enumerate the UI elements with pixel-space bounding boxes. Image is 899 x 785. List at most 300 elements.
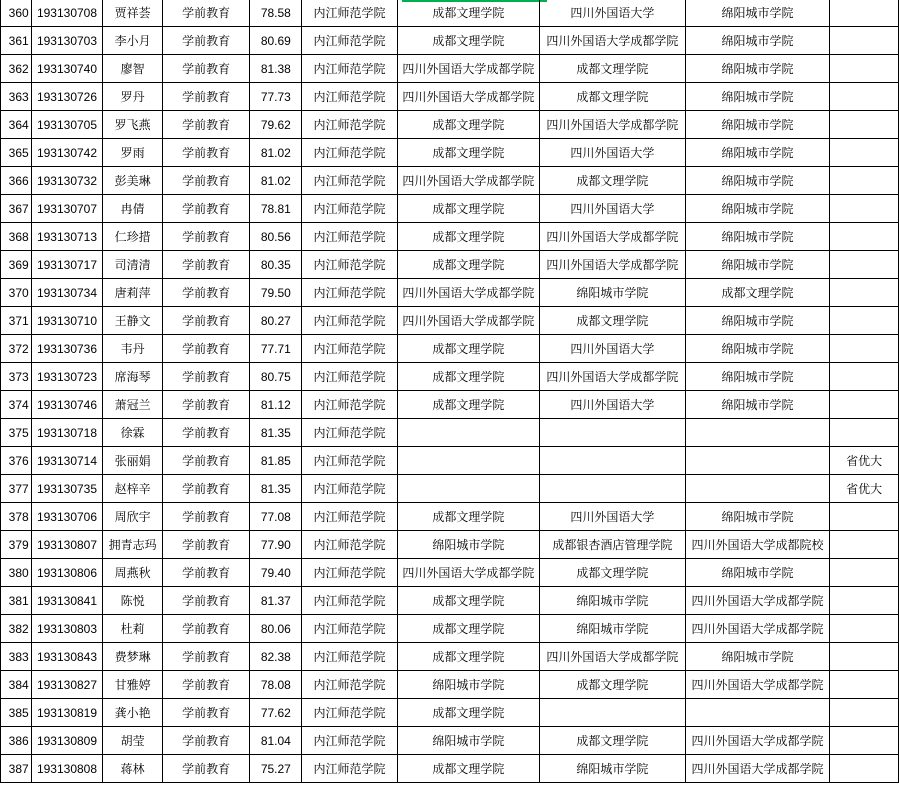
student-id-cell[interactable]: 193130726 [31, 83, 103, 111]
choice-1-cell[interactable]: 内江师范学院 [302, 27, 397, 55]
choice-3-cell[interactable]: 绵阳城市学院 [540, 615, 686, 643]
major-cell[interactable]: 学前教育 [162, 727, 249, 755]
score-cell[interactable]: 79.62 [250, 111, 302, 139]
choice-3-cell[interactable]: 成都文理学院 [540, 167, 686, 195]
choice-4-cell[interactable]: 绵阳城市学院 [685, 111, 830, 139]
row-number-cell[interactable]: 368 [1, 223, 32, 251]
choice-3-cell[interactable]: 成都文理学院 [540, 727, 686, 755]
choice-3-cell[interactable]: 四川外国语大学成都学院 [540, 223, 686, 251]
score-cell[interactable]: 81.12 [250, 391, 302, 419]
score-cell[interactable]: 77.71 [250, 335, 302, 363]
choice-4-cell[interactable]: 成都文理学院 [685, 279, 830, 307]
row-number-cell[interactable]: 360 [1, 0, 32, 27]
score-cell[interactable]: 81.02 [250, 139, 302, 167]
choice-2-cell[interactable]: 四川外国语大学成都学院 [397, 307, 540, 335]
score-cell[interactable]: 78.08 [250, 671, 302, 699]
note-cell[interactable] [830, 419, 899, 447]
table-row [1, 643, 899, 671]
note-cell[interactable] [830, 671, 899, 699]
choice-1-cell[interactable]: 内江师范学院 [302, 83, 397, 111]
student-name-cell[interactable]: 仁珍措 [103, 223, 163, 251]
choice-4-cell[interactable] [685, 475, 830, 503]
major-cell[interactable]: 学前教育 [162, 503, 249, 531]
major-cell[interactable]: 学前教育 [162, 167, 249, 195]
student-name-cell[interactable]: 赵梓辛 [103, 475, 163, 503]
row-number-cell[interactable]: 383 [1, 643, 32, 671]
score-cell[interactable]: 81.85 [250, 447, 302, 475]
major-cell[interactable]: 学前教育 [162, 671, 249, 699]
student-id-cell[interactable]: 193130714 [31, 447, 103, 475]
choice-1-cell[interactable]: 内江师范学院 [302, 559, 397, 587]
row-number-cell[interactable]: 371 [1, 307, 32, 335]
choice-3-cell[interactable]: 成都银杏酒店管理学院 [540, 531, 686, 559]
student-name-cell[interactable]: 韦丹 [103, 335, 163, 363]
choice-3-cell[interactable]: 四川外国语大学 [540, 195, 686, 223]
score-cell[interactable]: 77.62 [250, 699, 302, 727]
choice-4-cell[interactable]: 绵阳城市学院 [685, 195, 830, 223]
major-cell[interactable]: 学前教育 [162, 419, 249, 447]
choice-3-cell[interactable]: 成都文理学院 [540, 55, 686, 83]
table-row [1, 167, 899, 195]
student-id-cell[interactable]: 193130706 [31, 503, 103, 531]
student-id-cell[interactable]: 193130713 [31, 223, 103, 251]
choice-1-cell[interactable]: 内江师范学院 [302, 279, 397, 307]
note-cell[interactable]: 省优大 [830, 447, 899, 475]
choice-4-cell[interactable]: 绵阳城市学院 [685, 0, 830, 27]
note-cell[interactable]: 省优大 [830, 475, 899, 503]
student-name-cell[interactable]: 罗雨 [103, 139, 163, 167]
major-cell[interactable]: 学前教育 [162, 363, 249, 391]
score-cell[interactable]: 81.35 [250, 475, 302, 503]
choice-2-cell[interactable] [397, 447, 540, 475]
choice-4-cell[interactable]: 四川外国语大学成都学院 [685, 755, 830, 783]
student-id-cell[interactable]: 193130808 [31, 755, 103, 783]
score-cell[interactable]: 78.58 [250, 0, 302, 27]
student-id-cell[interactable]: 193130705 [31, 111, 103, 139]
choice-4-cell[interactable]: 绵阳城市学院 [685, 391, 830, 419]
student-name-cell[interactable]: 贾祥荟 [103, 0, 163, 27]
choice-4-cell[interactable]: 绵阳城市学院 [685, 559, 830, 587]
choice-3-cell[interactable]: 成都文理学院 [540, 83, 686, 111]
choice-2-cell[interactable]: 成都文理学院 [397, 503, 540, 531]
major-cell[interactable]: 学前教育 [162, 531, 249, 559]
table-row [1, 223, 899, 251]
choice-1-cell[interactable]: 内江师范学院 [302, 55, 397, 83]
row-number-cell[interactable]: 366 [1, 167, 32, 195]
choice-2-cell[interactable]: 四川外国语大学成都学院 [397, 279, 540, 307]
note-cell[interactable] [830, 195, 899, 223]
student-id-cell[interactable]: 193130703 [31, 27, 103, 55]
note-cell[interactable] [830, 307, 899, 335]
row-number-cell[interactable]: 367 [1, 195, 32, 223]
row-number-cell[interactable]: 364 [1, 111, 32, 139]
choice-3-cell[interactable]: 四川外国语大学 [540, 335, 686, 363]
choice-2-cell[interactable]: 成都文理学院 [397, 643, 540, 671]
note-cell[interactable] [830, 587, 899, 615]
table-row [1, 363, 899, 391]
score-cell[interactable]: 78.81 [250, 195, 302, 223]
score-cell[interactable]: 77.90 [250, 531, 302, 559]
student-name-cell[interactable]: 罗飞燕 [103, 111, 163, 139]
student-name-cell[interactable]: 费梦琳 [103, 643, 163, 671]
score-cell[interactable]: 77.08 [250, 503, 302, 531]
student-name-cell[interactable]: 廖智 [103, 55, 163, 83]
major-cell[interactable]: 学前教育 [162, 475, 249, 503]
student-name-cell[interactable]: 萧冠兰 [103, 391, 163, 419]
score-cell[interactable]: 81.35 [250, 419, 302, 447]
major-cell[interactable]: 学前教育 [162, 587, 249, 615]
choice-2-cell[interactable]: 成都文理学院 [397, 755, 540, 783]
choice-2-cell[interactable]: 成都文理学院 [397, 699, 540, 727]
student-id-cell[interactable]: 193130740 [31, 55, 103, 83]
choice-4-cell[interactable]: 绵阳城市学院 [685, 139, 830, 167]
choice-2-cell[interactable]: 成都文理学院 [397, 139, 540, 167]
major-cell[interactable]: 学前教育 [162, 615, 249, 643]
row-number-cell[interactable]: 386 [1, 727, 32, 755]
choice-1-cell[interactable]: 内江师范学院 [302, 615, 397, 643]
table-row [1, 335, 899, 363]
choice-3-cell[interactable]: 绵阳城市学院 [540, 279, 686, 307]
major-cell[interactable]: 学前教育 [162, 447, 249, 475]
choice-3-cell[interactable]: 四川外国语大学成都学院 [540, 251, 686, 279]
note-cell[interactable] [830, 755, 899, 783]
choice-4-cell[interactable] [685, 699, 830, 727]
table-row [1, 111, 899, 139]
student-id-cell[interactable]: 193130827 [31, 671, 103, 699]
choice-3-cell[interactable]: 绵阳城市学院 [540, 587, 686, 615]
major-cell[interactable]: 学前教育 [162, 335, 249, 363]
student-id-cell[interactable]: 193130742 [31, 139, 103, 167]
choice-4-cell[interactable]: 四川外国语大学成都学院 [685, 671, 830, 699]
choice-2-cell[interactable]: 成都文理学院 [397, 615, 540, 643]
choice-3-cell[interactable]: 四川外国语大学 [540, 0, 686, 27]
row-number-cell[interactable]: 365 [1, 139, 32, 167]
note-cell[interactable] [830, 167, 899, 195]
choice-4-cell[interactable]: 绵阳城市学院 [685, 251, 830, 279]
choice-1-cell[interactable]: 内江师范学院 [302, 419, 397, 447]
student-id-cell[interactable]: 193130746 [31, 391, 103, 419]
note-cell[interactable] [830, 643, 899, 671]
row-number-cell[interactable]: 363 [1, 83, 32, 111]
choice-4-cell[interactable] [685, 419, 830, 447]
choice-1-cell[interactable]: 内江师范学院 [302, 531, 397, 559]
table-row [1, 447, 899, 475]
choice-3-cell[interactable]: 成都文理学院 [540, 671, 686, 699]
major-cell[interactable]: 学前教育 [162, 223, 249, 251]
row-number-cell[interactable]: 382 [1, 615, 32, 643]
choice-1-cell[interactable]: 内江师范学院 [302, 755, 397, 783]
major-cell[interactable]: 学前教育 [162, 195, 249, 223]
choice-1-cell[interactable]: 内江师范学院 [302, 335, 397, 363]
note-cell[interactable] [830, 223, 899, 251]
choice-3-cell[interactable]: 四川外国语大学成都学院 [540, 643, 686, 671]
table-row [1, 83, 899, 111]
choice-4-cell[interactable]: 四川外国语大学成都学院 [685, 615, 830, 643]
major-cell[interactable]: 学前教育 [162, 0, 249, 27]
note-cell[interactable] [830, 335, 899, 363]
major-cell[interactable]: 学前教育 [162, 559, 249, 587]
major-cell[interactable]: 学前教育 [162, 139, 249, 167]
student-id-cell[interactable]: 193130717 [31, 251, 103, 279]
choice-1-cell[interactable]: 内江师范学院 [302, 251, 397, 279]
choice-2-cell[interactable]: 成都文理学院 [397, 335, 540, 363]
student-name-cell[interactable]: 龚小艳 [103, 699, 163, 727]
choice-3-cell[interactable]: 四川外国语大学 [540, 391, 686, 419]
choice-1-cell[interactable]: 内江师范学院 [302, 195, 397, 223]
row-number-cell[interactable]: 369 [1, 251, 32, 279]
table-row [1, 699, 899, 727]
choice-2-cell[interactable]: 成都文理学院 [397, 195, 540, 223]
student-id-cell[interactable]: 193130841 [31, 587, 103, 615]
note-cell[interactable] [830, 615, 899, 643]
student-name-cell[interactable]: 徐霖 [103, 419, 163, 447]
major-cell[interactable]: 学前教育 [162, 307, 249, 335]
choice-4-cell[interactable]: 绵阳城市学院 [685, 335, 830, 363]
table-row [1, 559, 899, 587]
choice-3-cell[interactable]: 绵阳城市学院 [540, 755, 686, 783]
row-number-cell[interactable]: 376 [1, 447, 32, 475]
score-cell[interactable]: 80.69 [250, 27, 302, 55]
score-cell[interactable]: 81.37 [250, 587, 302, 615]
choice-2-cell[interactable]: 成都文理学院 [397, 587, 540, 615]
student-name-cell[interactable]: 周燕秋 [103, 559, 163, 587]
choice-3-cell[interactable]: 成都文理学院 [540, 307, 686, 335]
score-cell[interactable]: 80.75 [250, 363, 302, 391]
note-cell[interactable] [830, 503, 899, 531]
major-cell[interactable]: 学前教育 [162, 111, 249, 139]
student-id-cell[interactable]: 193130843 [31, 643, 103, 671]
student-name-cell[interactable]: 李小月 [103, 27, 163, 55]
note-cell[interactable] [830, 55, 899, 83]
choice-4-cell[interactable]: 绵阳城市学院 [685, 27, 830, 55]
choice-4-cell[interactable]: 绵阳城市学院 [685, 223, 830, 251]
student-id-cell[interactable]: 193130708 [31, 0, 103, 27]
choice-1-cell[interactable]: 内江师范学院 [302, 587, 397, 615]
choice-1-cell[interactable]: 内江师范学院 [302, 0, 397, 27]
row-number-cell[interactable]: 375 [1, 419, 32, 447]
row-number-cell[interactable]: 373 [1, 363, 32, 391]
student-id-cell[interactable]: 193130803 [31, 615, 103, 643]
choice-3-cell[interactable]: 四川外国语大学成都学院 [540, 363, 686, 391]
row-number-cell[interactable]: 362 [1, 55, 32, 83]
score-cell[interactable]: 80.06 [250, 615, 302, 643]
student-id-cell[interactable]: 193130734 [31, 279, 103, 307]
choice-2-cell[interactable]: 绵阳城市学院 [397, 671, 540, 699]
choice-4-cell[interactable]: 绵阳城市学院 [685, 307, 830, 335]
table-row [1, 251, 899, 279]
choice-2-cell[interactable]: 成都文理学院 [397, 251, 540, 279]
student-name-cell[interactable]: 陈悦 [103, 587, 163, 615]
major-cell[interactable]: 学前教育 [162, 699, 249, 727]
student-id-cell[interactable]: 193130710 [31, 307, 103, 335]
choice-4-cell[interactable]: 绵阳城市学院 [685, 167, 830, 195]
choice-4-cell[interactable]: 四川外国语大学成都学院 [685, 727, 830, 755]
choice-4-cell[interactable]: 四川外国语大学成都院校 [685, 531, 830, 559]
row-number-cell[interactable]: 370 [1, 279, 32, 307]
student-id-cell[interactable]: 193130809 [31, 727, 103, 755]
note-cell[interactable] [830, 279, 899, 307]
major-cell[interactable]: 学前教育 [162, 279, 249, 307]
note-cell[interactable] [830, 251, 899, 279]
choice-3-cell[interactable]: 四川外国语大学成都学院 [540, 111, 686, 139]
choice-4-cell[interactable]: 绵阳城市学院 [685, 503, 830, 531]
major-cell[interactable]: 学前教育 [162, 83, 249, 111]
score-cell[interactable]: 75.27 [250, 755, 302, 783]
choice-3-cell[interactable] [540, 447, 686, 475]
major-cell[interactable]: 学前教育 [162, 55, 249, 83]
table-row [1, 531, 899, 559]
choice-2-cell[interactable]: 成都文理学院 [397, 111, 540, 139]
student-name-cell[interactable]: 杜莉 [103, 615, 163, 643]
row-number-cell[interactable]: 377 [1, 475, 32, 503]
choice-2-cell[interactable]: 成都文理学院 [397, 0, 540, 27]
row-number-cell[interactable]: 385 [1, 699, 32, 727]
choice-4-cell[interactable]: 绵阳城市学院 [685, 55, 830, 83]
row-number-cell[interactable]: 378 [1, 503, 32, 531]
table-row [1, 27, 899, 55]
note-cell[interactable] [830, 83, 899, 111]
score-cell[interactable]: 80.35 [250, 251, 302, 279]
major-cell[interactable]: 学前教育 [162, 755, 249, 783]
note-cell[interactable] [830, 111, 899, 139]
choice-3-cell[interactable] [540, 475, 686, 503]
student-name-cell[interactable]: 王静文 [103, 307, 163, 335]
choice-1-cell[interactable]: 内江师范学院 [302, 139, 397, 167]
student-name-cell[interactable]: 罗丹 [103, 83, 163, 111]
student-name-cell[interactable]: 彭美琳 [103, 167, 163, 195]
student-name-cell[interactable]: 冉倩 [103, 195, 163, 223]
student-name-cell[interactable]: 周欣宇 [103, 503, 163, 531]
note-cell[interactable] [830, 699, 899, 727]
student-name-cell[interactable]: 甘雅婷 [103, 671, 163, 699]
choice-1-cell[interactable]: 内江师范学院 [302, 643, 397, 671]
choice-3-cell[interactable]: 成都文理学院 [540, 559, 686, 587]
note-cell[interactable] [830, 0, 899, 27]
choice-2-cell[interactable]: 成都文理学院 [397, 391, 540, 419]
score-cell[interactable]: 81.38 [250, 55, 302, 83]
student-name-cell[interactable]: 胡莹 [103, 727, 163, 755]
student-name-cell[interactable]: 张丽娟 [103, 447, 163, 475]
table-row [1, 615, 899, 643]
choice-2-cell[interactable]: 四川外国语大学成都学院 [397, 83, 540, 111]
student-name-cell[interactable]: 唐莉萍 [103, 279, 163, 307]
choice-2-cell[interactable]: 成都文理学院 [397, 223, 540, 251]
score-cell[interactable]: 81.02 [250, 167, 302, 195]
major-cell[interactable]: 学前教育 [162, 643, 249, 671]
choice-4-cell[interactable]: 绵阳城市学院 [685, 643, 830, 671]
choice-2-cell[interactable]: 四川外国语大学成都学院 [397, 55, 540, 83]
choice-2-cell[interactable]: 绵阳城市学院 [397, 727, 540, 755]
choice-3-cell[interactable] [540, 419, 686, 447]
note-cell[interactable] [830, 391, 899, 419]
student-id-cell[interactable]: 193130735 [31, 475, 103, 503]
table-row [1, 0, 899, 27]
choice-3-cell[interactable] [540, 699, 686, 727]
major-cell[interactable]: 学前教育 [162, 251, 249, 279]
table-row [1, 671, 899, 699]
table-row [1, 391, 899, 419]
student-name-cell[interactable]: 席海琴 [103, 363, 163, 391]
row-number-cell[interactable]: 381 [1, 587, 32, 615]
choice-2-cell[interactable]: 绵阳城市学院 [397, 531, 540, 559]
score-cell[interactable]: 79.50 [250, 279, 302, 307]
score-cell[interactable]: 82.38 [250, 643, 302, 671]
score-cell[interactable]: 80.56 [250, 223, 302, 251]
note-cell[interactable] [830, 363, 899, 391]
choice-1-cell[interactable]: 内江师范学院 [302, 111, 397, 139]
note-cell[interactable] [830, 531, 899, 559]
table-row [1, 755, 899, 783]
row-number-cell[interactable]: 372 [1, 335, 32, 363]
choice-1-cell[interactable]: 内江师范学院 [302, 699, 397, 727]
table-row [1, 195, 899, 223]
note-cell[interactable] [830, 27, 899, 55]
choice-2-cell[interactable]: 成都文理学院 [397, 27, 540, 55]
choice-4-cell[interactable]: 绵阳城市学院 [685, 363, 830, 391]
choice-2-cell[interactable] [397, 475, 540, 503]
choice-3-cell[interactable]: 四川外国语大学 [540, 503, 686, 531]
table-row [1, 503, 899, 531]
student-name-cell[interactable]: 蒋林 [103, 755, 163, 783]
choice-2-cell[interactable]: 四川外国语大学成都学院 [397, 167, 540, 195]
row-number-cell[interactable]: 387 [1, 755, 32, 783]
choice-1-cell[interactable]: 内江师范学院 [302, 727, 397, 755]
score-cell[interactable]: 80.27 [250, 307, 302, 335]
note-cell[interactable] [830, 559, 899, 587]
note-cell[interactable] [830, 139, 899, 167]
choice-3-cell[interactable]: 四川外国语大学 [540, 139, 686, 167]
major-cell[interactable]: 学前教育 [162, 391, 249, 419]
score-cell[interactable]: 79.40 [250, 559, 302, 587]
student-id-cell[interactable]: 193130819 [31, 699, 103, 727]
choice-4-cell[interactable] [685, 447, 830, 475]
choice-2-cell[interactable]: 四川外国语大学成都学院 [397, 559, 540, 587]
student-id-cell[interactable]: 193130736 [31, 335, 103, 363]
student-name-cell[interactable]: 拥青志玛 [103, 531, 163, 559]
major-cell[interactable]: 学前教育 [162, 27, 249, 55]
student-name-cell[interactable]: 司清清 [103, 251, 163, 279]
choice-1-cell[interactable]: 内江师范学院 [302, 447, 397, 475]
choice-3-cell[interactable]: 四川外国语大学成都学院 [540, 27, 686, 55]
student-id-cell[interactable]: 193130707 [31, 195, 103, 223]
choice-1-cell[interactable]: 内江师范学院 [302, 307, 397, 335]
row-number-cell[interactable]: 361 [1, 27, 32, 55]
choice-1-cell[interactable]: 内江师范学院 [302, 223, 397, 251]
choice-1-cell[interactable]: 内江师范学院 [302, 475, 397, 503]
student-id-cell[interactable]: 193130718 [31, 419, 103, 447]
row-number-cell[interactable]: 384 [1, 671, 32, 699]
choice-4-cell[interactable]: 绵阳城市学院 [685, 83, 830, 111]
choice-2-cell[interactable]: 成都文理学院 [397, 363, 540, 391]
score-cell[interactable]: 81.04 [250, 727, 302, 755]
score-cell[interactable]: 77.73 [250, 83, 302, 111]
note-cell[interactable] [830, 727, 899, 755]
row-number-cell[interactable]: 380 [1, 559, 32, 587]
choice-1-cell[interactable]: 内江师范学院 [302, 391, 397, 419]
student-id-cell[interactable]: 193130732 [31, 167, 103, 195]
student-id-cell[interactable]: 193130723 [31, 363, 103, 391]
choice-1-cell[interactable]: 内江师范学院 [302, 503, 397, 531]
choice-1-cell[interactable]: 内江师范学院 [302, 671, 397, 699]
student-id-cell[interactable]: 193130807 [31, 531, 103, 559]
row-number-cell[interactable]: 374 [1, 391, 32, 419]
student-id-cell[interactable]: 193130806 [31, 559, 103, 587]
choice-4-cell[interactable]: 四川外国语大学成都学院 [685, 587, 830, 615]
choice-1-cell[interactable]: 内江师范学院 [302, 167, 397, 195]
row-number-cell[interactable]: 379 [1, 531, 32, 559]
choice-1-cell[interactable]: 内江师范学院 [302, 363, 397, 391]
choice-2-cell[interactable] [397, 419, 540, 447]
